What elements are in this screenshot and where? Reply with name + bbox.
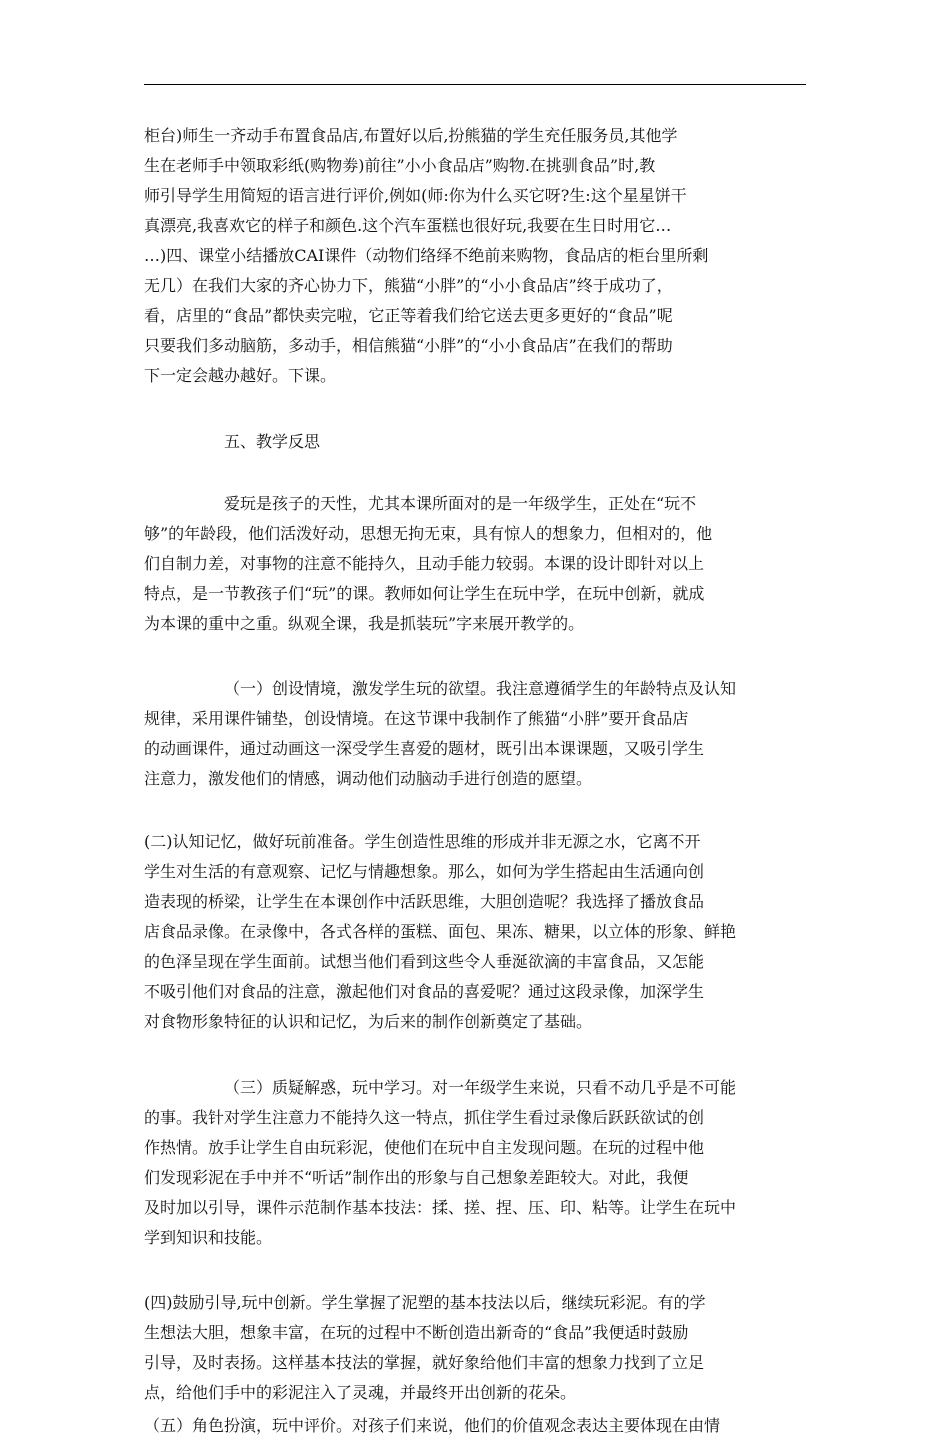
text-line: 柜台)师生一齐动手布置食品店,布置好以后,扮熊猫的学生充任服务员,其他学 — [144, 126, 678, 145]
text-line: 够”的年龄段，他们活泼好动，思想无拘无束，具有惊人的想象力，但相对的，他 — [144, 524, 713, 543]
section-heading-text: 五、教学反思 — [224, 432, 321, 451]
text-line: 作热情。放手让学生自由玩彩泥，使他们在玩中自主发现问题。在玩的过程中他 — [144, 1138, 705, 1157]
text-line: 真漂亮,我喜欢它的样子和颜色.这个汽车蛋糕也很好玩,我要在生日时用它… — [144, 216, 672, 235]
text-line: (二)认知记忆，做好玩前准备。学生创造性思维的形成并非无源之水，它离不开 — [144, 832, 701, 851]
text-line: 特点，是一节教孩子们“玩”的课。教师如何让学生在玩中学，在玩中创新，就成 — [144, 584, 705, 603]
text-line: 引导，及时表扬。这样基本技法的掌握，就好象给他们丰富的想象力找到了立足 — [144, 1353, 705, 1372]
section-heading — [144, 427, 886, 457]
text-line: 爱玩是孩子的天性，尤其本课所面对的是一年级学生，正处在“玩不 — [224, 494, 697, 513]
text-line: 的动画课件，通过动画这一深受学生喜爱的题材，既引出本课课题，又吸引学生 — [144, 739, 705, 758]
text-line: 学到知识和技能。 — [144, 1228, 273, 1247]
text-line: 不吸引他们对食品的注意，激起他们对食品的喜爱呢？通过这段录像，加深学生 — [144, 982, 705, 1001]
text-line: 店食品录像。在录像中，各式各样的蛋糕、面包、果冻、糖果，以立体的形象、鲜艳 — [144, 922, 737, 941]
text-line: 规律，采用课件铺垫，创设情境。在这节课中我制作了熊猫“小胖”要开食品店 — [144, 709, 689, 728]
paragraph-point-4 — [144, 1288, 806, 1408]
text-line: 注意力，激发他们的情感，调动他们动脑动手进行创造的愿望。 — [144, 769, 593, 788]
text-line: 无几）在我们大家的齐心协力下，熊猫“小胖”的“小小食品店”终于成功了， — [144, 276, 673, 295]
text-line: 学生对生活的有意观察、记忆与情趣想象。那么，如何为学生搭起由生活通向创 — [144, 862, 705, 881]
text-line: （三）质疑解惑，玩中学习。对一年级学生来说，只看不动几乎是不可能 — [224, 1078, 737, 1097]
paragraph-continuation — [144, 121, 806, 391]
text-line: 的色泽呈现在学生面前。试想当他们看到这些令人垂涎欲滴的丰富食品，又怎能 — [144, 952, 705, 971]
text-line: （一）创设情境，激发学生玩的欲望。我注意遵循学生的年龄特点及认知 — [224, 679, 737, 698]
paragraph-point-3 — [144, 1073, 806, 1253]
text-line: 们自制力差，对事物的注意不能持久，且动手能力较弱。本课的设计即针对以上 — [144, 554, 705, 573]
paragraph-point-5 — [144, 1411, 806, 1441]
text-line: 生在老师手中领取彩纸(购物劵)前往”小小食品店”购物.在挑驯食品”时,教 — [144, 156, 656, 175]
text-line: 的事。我针对学生注意力不能持久这一特点，抓住学生看过录像后跃跃欲试的创 — [144, 1108, 705, 1127]
paragraph-point-1 — [144, 674, 806, 794]
text-line: 看，店里的“食品”都快卖完啦，它正等着我们给它送去更多更好的“食品”呢 — [144, 306, 673, 325]
text-line: 只要我们多动脑筋，多动手，相信熊猫“小胖”的“小小食品店”在我们的帮助 — [144, 336, 673, 355]
text-line: 为本课的重中之重。纵观全课，我是抓装玩”字来展开教学的。 — [144, 614, 585, 633]
text-line: 对食物形象特征的认识和记忆，为后来的制作创新奠定了基础。 — [144, 1012, 593, 1031]
text-line: 生想法大胆，想象丰富，在玩的过程中不断创造出新奇的“食品”我便适时鼓励 — [144, 1323, 689, 1342]
text-line: 们发现彩泥在手中并不“听话”制作出的形象与自己想象差距较大。对此，我便 — [144, 1168, 689, 1187]
text-line: (四)鼓励引导,玩中创新。学生掌握了泥塑的基本技法以后，继续玩彩泥。有的学 — [144, 1293, 706, 1312]
text-line: 造表现的桥梁，让学生在本课创作中活跃思维，大胆创造呢？我选择了播放食品 — [144, 892, 705, 911]
text-line: 师引导学生用简短的语言进行评价,例如(师:你为什么买它呀?生:这个星星饼干 — [144, 186, 687, 205]
text-line: 下一定会越办越好。下课。 — [144, 366, 337, 385]
text-line: 及时加以引导，课件示范制作基本技法：揉、搓、捏、压、印、粘等。让学生在玩中 — [144, 1198, 737, 1217]
paragraph-point-2 — [144, 827, 806, 1037]
text-line: （五）角色扮演，玩中评价。对孩子们来说，他们的价值观念表达主要体现在由情 — [144, 1416, 721, 1435]
paragraph-intro — [144, 489, 806, 639]
header-rule — [144, 84, 806, 85]
text-line: …)四、课堂小结播放CAI课件（动物们络绎不绝前来购物，食品店的柜台里所剩 — [144, 246, 709, 265]
text-line: 点，给他们手中的彩泥注入了灵魂，并最终开出创新的花朵。 — [144, 1383, 577, 1402]
